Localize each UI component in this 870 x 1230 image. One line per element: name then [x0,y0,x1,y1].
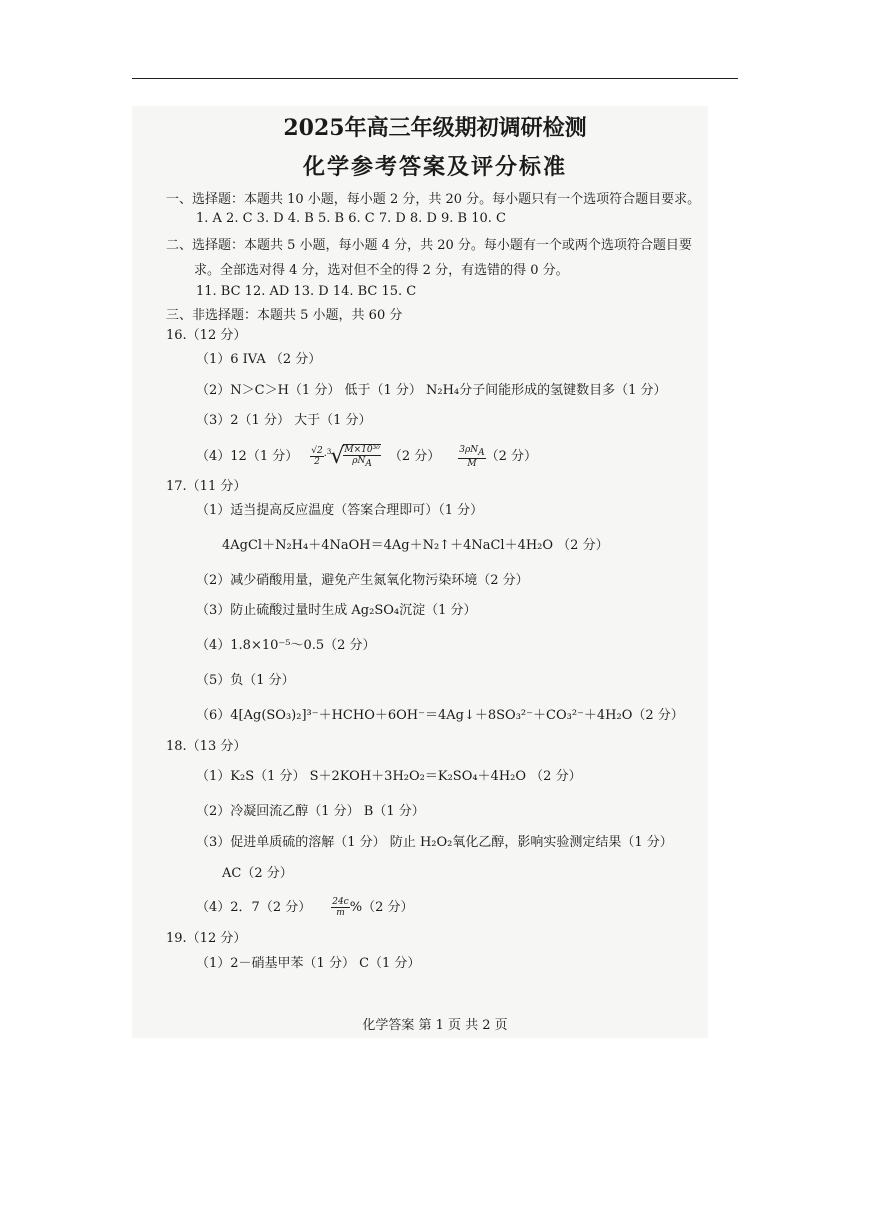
q17-header: 17.（11 分） [166,479,247,494]
q16-part4-score1: （2 分） [388,448,441,464]
q18-percent-fraction: $\frac{24c}{m}$ [332,897,349,918]
q16-part4-label: （4）12（1 分） [196,448,299,464]
q18-part2: （2）冷凝回流乙醇（1 分） B（1 分） [196,804,425,819]
q19-part1: （1）2－硝基甲苯（1 分） C（1 分） [196,956,421,971]
section3-heading: 三、非选择题：本题共 5 小题，共 60 分 [166,308,403,323]
q19-header: 19.（12 分） [166,931,247,946]
section1-answers: 1. A 2. C 3. D 4. B 5. B 6. C 7. D 8. D 9. B 10. C [196,211,506,226]
q18-part4-label: （4）2．7（2 分） [196,899,312,915]
q16-part4-score2: （2 分） [485,448,538,464]
top-rule [132,78,738,79]
q16-part2: （2）N＞C＞H（1 分） 低于（1 分） N₂H₄分子间能形成的氢键数目多（1 分） [196,383,667,398]
q18-part3: （3）促进单质硫的溶解（1 分） 防止 H₂O₂氧化乙醇，影响实验测定结果（1 分） [196,835,673,850]
q18-header: 18.（13 分） [166,739,247,754]
section1-heading: 一、选择题：本题共 10 小题，每小题 2 分，共 20 分。每小题只有一个选项符合题目要求。 [166,192,701,207]
page-footer: 化学答案 第 1 页 共 2 页 [362,1018,508,1033]
q18-part1: （1）K₂S（1 分） S＋2KOH＋3H₂O₂＝K₂SO₄＋4H₂O （2 分） [196,769,582,784]
q17-part3: （3）防止硫酸过量时生成 Ag₂SO₄沉淀（1 分） [196,603,477,618]
q17-part6: （6）4[Ag(SO₃)₂]³⁻＋HCHO＋6OH⁻＝4Ag↓＋8SO₃²⁻＋CO₃²⁻＋4H₂O（2 分） [196,708,684,723]
section2-heading-line2: 求。全部选对得 4 分，选对但不全的得 2 分，有选错的得 0 分。 [194,263,569,278]
q16-part3: （3）2（1 分） 大于（1 分） [196,413,372,428]
q17-part2: （2）减少硝酸用量，避免产生氮氧化物污染环境（2 分） [196,573,529,588]
section2-heading-line1: 二、选择题：本题共 5 小题，每小题 4 分，共 20 分。每小题有一个或两个选项符合题目要 [166,238,692,253]
section2-answers: 11. BC 12. AD 13. D 14. BC 15. C [196,284,417,299]
q18-part4-score: %（2 分） [349,899,414,915]
q16-cube-root: 3 √ $\frac{\text{M×10³⁰}}{\text{ρNA}}$ [326,443,380,469]
q18-part3-answer: AC（2 分） [222,866,293,881]
document-subtitle: 化学参考答案及评分标准 [302,154,567,180]
document-title: 2025年高三年级期初调研检测 [283,115,587,141]
q16-density-fraction: $\frac{\text{3ρNA}}{M}$ [459,444,485,469]
q16-sqrt2-fraction: $\frac{√2}{2}$ [311,446,323,467]
q17-part5: （5）负（1 分） [196,673,295,688]
q16-part1: （1）6 IVA （2 分） [196,352,322,367]
q16-header: 16.（12 分） [166,328,247,343]
q17-part4: （4）1.8×10⁻⁵～0.5（2 分） [196,638,376,653]
q17-part1: （1）适当提高反应温度（答案合理即可）（1 分） [196,503,484,518]
q18-part4 [196,897,413,918]
q16-part4: （4）12（1 分） $\frac{√2}{2}$ · 3 √ $\frac{\text{M×10³⁰}}{\text{ρNA}}$ （2 分） $\frac{\text{3ρNA}}{M}$ （2 分） [196,443,538,469]
q17-equation1: 4AgCl＋N₂H₄＋4NaOH＝4Ag＋N₂↑＋4NaCl＋4H₂O （2 分） [222,538,609,553]
